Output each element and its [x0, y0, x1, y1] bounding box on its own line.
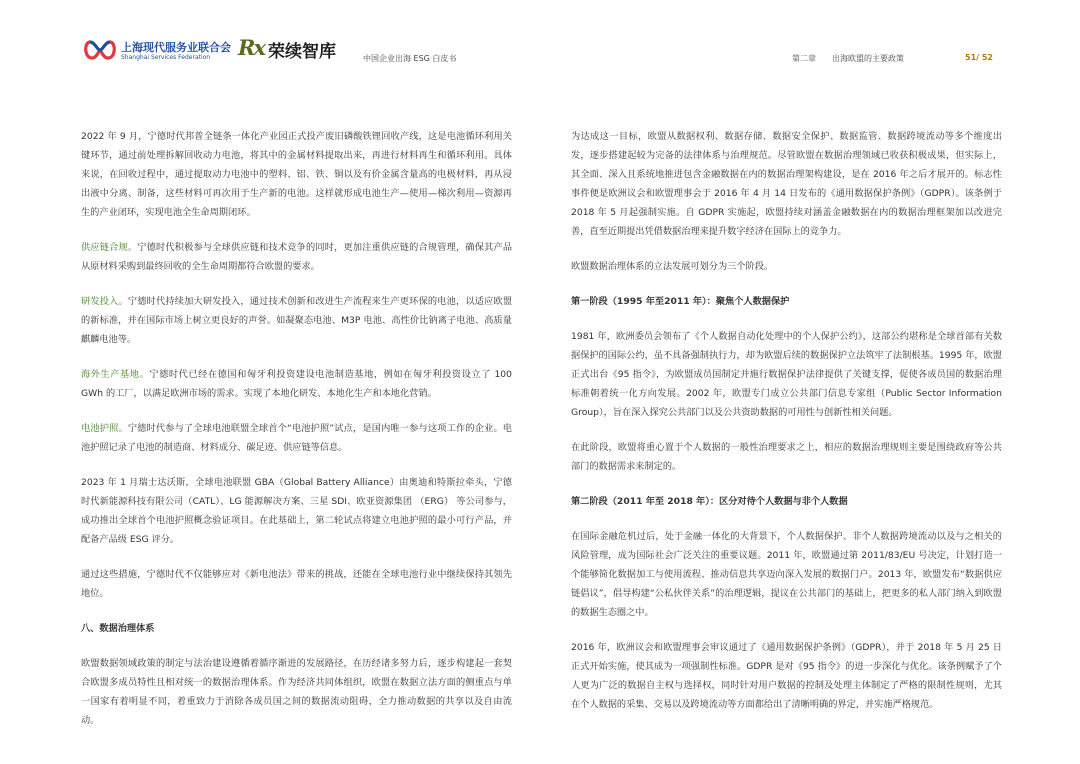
stage-heading: 第一阶段（1995 年至2011 年）：聚焦个人数据保护 [571, 296, 790, 307]
page-number: 51/ 52 [965, 53, 993, 62]
ssf-logo [84, 36, 234, 66]
paragraph [81, 292, 512, 349]
org-name-cn: 上海现代服务业联合会 [121, 41, 231, 54]
lead-term: 电池护照。 [81, 423, 128, 434]
doc-title: 中国企业出海 ESG 白皮书 [363, 54, 457, 63]
stage-heading: 第二阶段（2011 年至 2018 年）：区分对待个人数据与非个人数据 [571, 496, 848, 507]
right-column [571, 127, 1002, 730]
chapter-topic: 出海欧盟的主要政策 [832, 54, 904, 63]
paragraph-body: 宁德时代已经在德国和匈牙利投资建设电池制造基地，例如在匈牙利投资设立了 100 GWh 的工厂，以满足欧洲市场的需求。实现了本地化研发、本地化生产和本地化营销。 [81, 369, 512, 399]
paragraph: 为达成这一目标，欧盟从数据权利、数据存储、数据安全保护、数据监管、数据跨境流动等多个维度出发，逐步搭建起较为完备的法律体系与治理规范。尽管欧盟在数据治理领域已收获积极成果，但实际上，其全面、深入且系统地推进包含金融数据在内的数据治理架构建设，是在 2016 年之后才展开的。标志性事件便是欧洲议会和欧盟理事会于 2016 年 4 月 14 日发布的《通用数据保护条例》（GDPR）。该条例于 2018 年 5 月起强制实施。自 GDPR 实施起，欧盟持续对涵盖金融数据在内的数据治理框架加以改进完善，直至近期提出凭借数据治理来提升数字经济在国际上的竞争力。 [571, 131, 1002, 237]
rx-logo-mark: Rx [238, 35, 264, 60]
paragraph: 通过这些措施，宁德时代不仅能够应对《新电池法》带来的挑战，还能在全球电池行业中继续保持其领先地位。 [81, 569, 512, 599]
paragraph: 在此阶段，欧盟将重心置于个人数据的一般性治理要求之上，相应的数据治理规则主要是围绕政府等公共部门的数据需求来制定的。 [571, 442, 1002, 472]
ssf-logo-icon [84, 38, 116, 62]
paragraph: 在国际金融危机过后，处于金融一体化的大背景下，个人数据保护、非个人数据跨境流动以及与之相关的风险管理，成为国际社会广泛关注的重要议题。2011 年，欧盟通过第 2011/83/EU 号决定，计划打造一个能够简化数据加工与使用流程、推动信息共享迈向深入发展的数据门户。2013 年，欧盟发布“数据供应链倡议”，倡导构建“公私伙伴关系”的治理逻辑，提议在公共部门的基础上，把更多的私人部门纳入到欧盟的数据生态圈之中。 [571, 531, 1002, 618]
paragraph-body: 宁德时代参与了全球电池联盟全球首个“电池护照”试点，是国内唯一参与这项工作的企业。电池护照记录了电池的制造商、材料成分、碳足迹、供应链等信息。 [81, 423, 512, 453]
brand-name: 荣续智库 [268, 42, 336, 62]
paragraph: 1981 年，欧洲委员会领布了《个人数据自动化处理中的个人保护公约》，这部公约堪称是全球首部有关数据保护的国际公约，虽不具备强制执行力，却为欧盟后续的数据保护立法筑牢了法制根基。1995 年，欧盟正式出台《95 指令》，为欧盟成员国制定并施行数据保护法律提供了关键支撑，促使各成员国的数据治理标准朝着统一化方向发展。2002 年，欧盟专门成立公共部门信息专家组（Public Sector Information Group），旨在深入探究公共部门以及公共资助数据的可用性与创新性相关问题。 [571, 331, 1002, 418]
paragraph [81, 365, 512, 403]
lead-term: 供应链合规。 [81, 242, 138, 253]
chapter-label: 第二章 [792, 54, 816, 63]
page-header [0, 0, 1080, 80]
paragraph: 2016 年，欧洲议会和欧盟理事会审议通过了《通用数据保护条例》（GDPR），并于 2018 年 5 月 25 日正式开始实施，使其成为一项强制性标准。GDPR 是对《95 指令》的进一步深化与优化。该条例赋予了个人更为广泛的数据自主权与选择权，同时针对用户数据的控制及处理主体制定了严格的限制性规则，尤其在个人数据的采集、交易以及跨境流动等方面都给出了清晰明确的界定，并实施严格规范。 [571, 642, 1002, 710]
paragraph: 2022 年 9 月，宁德时代邦普全链条一体化产业园正式投产废旧磷酸铁锂回收产线，这是电池循环利用关键环节，通过前处理拆解回收动力电池，将其中的金属材料提取出来，再进行材料再生和循环利用。具体来说，在回收过程中，通过提取动力电池中的塑料、铝、铁、铜以及有价金属含量高的电极材料，再从浸出液中分离、制备，这些材料可再次用于生产新的电池。这样就形成电池生产—使用—梯次利用—资源再生的产业闭环，实现电池全生命周期闭环。 [81, 131, 512, 218]
section-heading: 八、数据治理体系 [81, 623, 155, 634]
paragraph: 欧盟数据治理体系的立法发展可划分为三个阶段。 [571, 261, 774, 272]
lead-term: 研发投入。 [81, 296, 128, 307]
paragraph [81, 419, 512, 457]
paragraph: 欧盟数据领域政策的制定与法治建设遵循着循序渐进的发展路径，在历经诸多努力后，逐步构建起一套契合欧盟多成员特性且相对统一的数据治理体系。作为经济共同体组织，欧盟在数据立法方面的侧重点与单一国家有着明显不同，着重致力于消除各成员国之间的数据流动阻碍，全力推动数据的共享以及自由流动。 [81, 658, 512, 726]
left-column [81, 127, 512, 746]
paragraph-body: 宁德时代积极参与全球供应链和技术竞争的同时，更加注重供应链的合规管理，确保其产品从原材料采购到最终回收的全生命周期都符合欧盟的要求。 [81, 242, 513, 272]
paragraph-body: 宁德时代持续加大研发投入，通过技术创新和改进生产流程来生产更环保的电池，以适应欧盟的新标准，并在国际市场上树立更良好的声誉。如凝聚态电池、M3P 电池、高性价比钠离子电池、高质量麒麟电池等。 [81, 296, 513, 345]
paragraph [81, 238, 512, 276]
org-name-en: Shanghai Services Federation [121, 54, 211, 61]
paragraph: 2023 年 1 月瑞士达沃斯，全球电池联盟 GBA（Global Battery Alliance）由奥迪和特斯拉牵头，宁德时代新能源科技有限公司（CATL）、LG 能源解决方案、三星 SDI、欧亚资源集团 （ERG） 等公司参与，成功推出全球首个电池护照概念验证项目。在此基础上，第二轮试点将建立电池护照的最小可行产品，并配备产品级 ESG 评分。 [81, 477, 512, 545]
lead-term: 海外生产基地。 [81, 369, 150, 380]
